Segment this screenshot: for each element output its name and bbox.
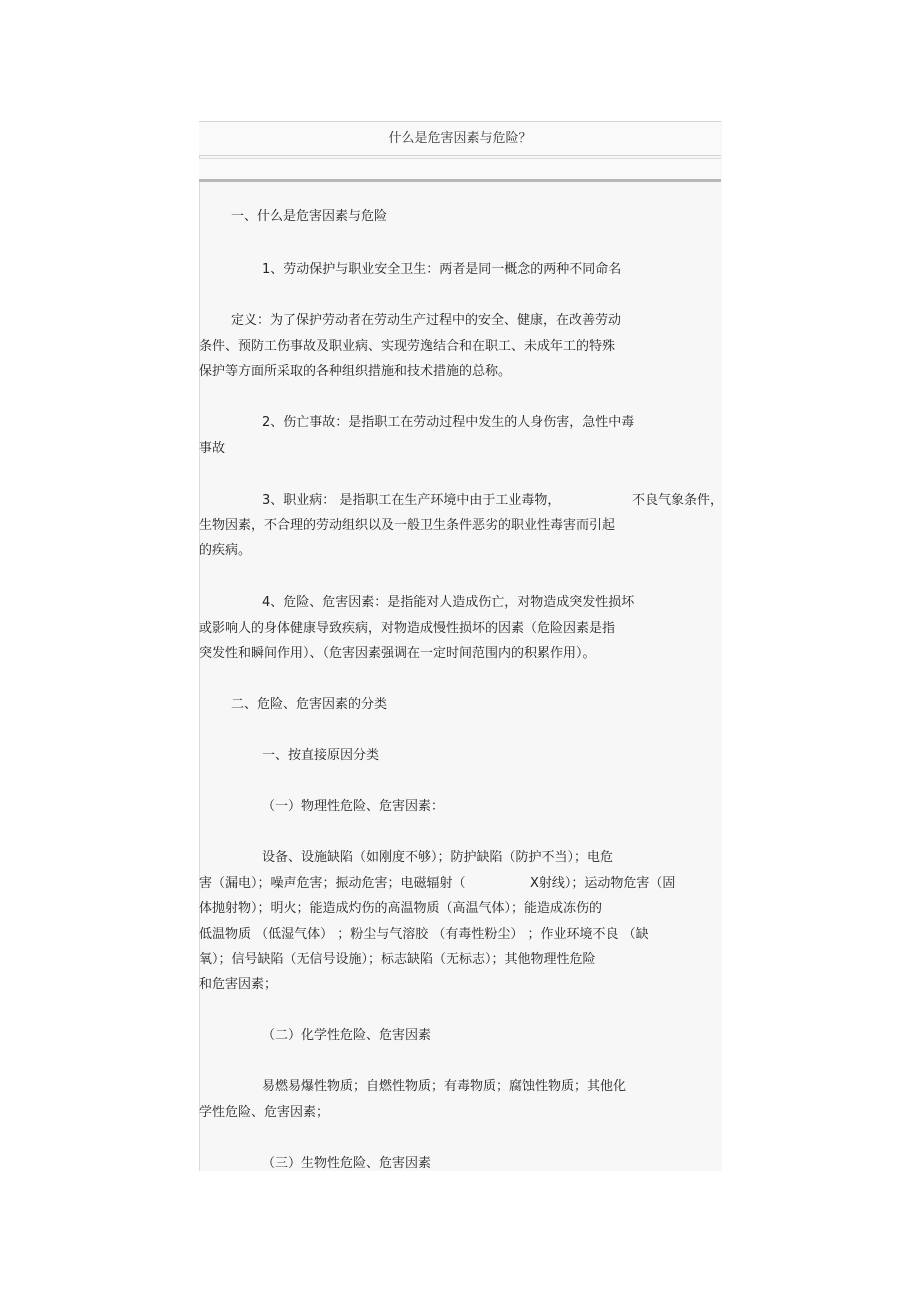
physical-factors-line-2a: 害（漏电）；噪声危害；振动危害；电磁辐射（ [199,876,466,891]
item-1-definition-line-2: 条件、预防工伤事故及职业病、实现劳逸结合和在职工、未成年工的特殊 [199,339,616,354]
physical-factors-line-5: 氧）；信号缺陷（无信号设施）；标志缺陷（无标志）；其他物理性危险 [199,952,596,967]
subsection-heading-1: 一、按直接原因分类 [262,748,380,763]
item-1-definition-line-3: 保护等方面所采取的各种组织措施和技术措施的总称。 [199,364,512,379]
item-3-line-1a: 3、职业病： 是指职工在生产环境中由于工业毒物， [262,493,561,508]
biological-factors-heading: （三）生物性危险、危害因素 [262,1156,432,1171]
item-4-line-2: 或影响人的身体健康导致疾病，对物造成慢性损坏的因素（危险因素是指 [199,621,616,636]
chemical-factors-heading: （二）化学性危险、危害因素 [262,1028,432,1043]
physical-factors-line-6: 和危害因素； [199,977,278,992]
chemical-factors-line-1: 易燃易爆性物质；自燃性物质；有毒物质；腐蚀性物质；其他化 [262,1079,627,1094]
item-2-line-1: 2、伤亡事故：是指职工在劳动过程中发生的人身伤害，急性中毒 [262,415,635,430]
item-3-line-3: 的疾病。 [199,543,252,558]
section-heading-1: 一、什么是危害因素与危险 [231,209,388,224]
physical-factors-line-3: 体抛射物）；明火；能造成灼伤的高温物质（高温气体）；能造成冻伤的 [199,901,603,916]
physical-factors-line-4: 低温物质 （低湿气体） ；粉尘与气溶胶 （有毒性粉尘） ；作业环境不良 （缺 [199,927,649,942]
item-1-definition-line-1: 定义：为了保护劳动者在劳动生产过程中的安全、健康，在改善劳动 [231,313,622,328]
physical-factors-line-2b: X射线）；运动物危害（固 [530,876,676,891]
section-heading-2: 二、危险、危害因素的分类 [231,697,388,712]
page-title: 什么是危害因素与危险？ [199,121,721,156]
item-2-line-2: 事故 [199,441,226,456]
item-4-line-3: 突发性和瞬间作用）、（危害因素强调在一定时间范围内的积累作用）。 [199,646,596,661]
item-3-line-1b: 不良气象条件， [632,493,724,508]
physical-factors-line-1: 设备、设施缺陷（如刚度不够）；防护缺陷（防护不当）；电危 [262,850,614,865]
title-divider [199,158,721,182]
chemical-factors-line-2: 学性危险、危害因素； [199,1105,330,1120]
physical-factors-heading: （一）物理性危险、危害因素： [262,799,445,814]
item-4-line-1: 4、危险、危害因素：是指能对人造成伤亡，对物造成突发性损坏 [262,595,635,610]
item-1-title: 1、劳动保护与职业安全卫生：两者是同一概念的两种不同命名 [262,262,622,277]
item-3-line-2: 生物因素，不合理的劳动组织以及一般卫生条件恶劣的职业性毒害而引起 [199,518,616,533]
